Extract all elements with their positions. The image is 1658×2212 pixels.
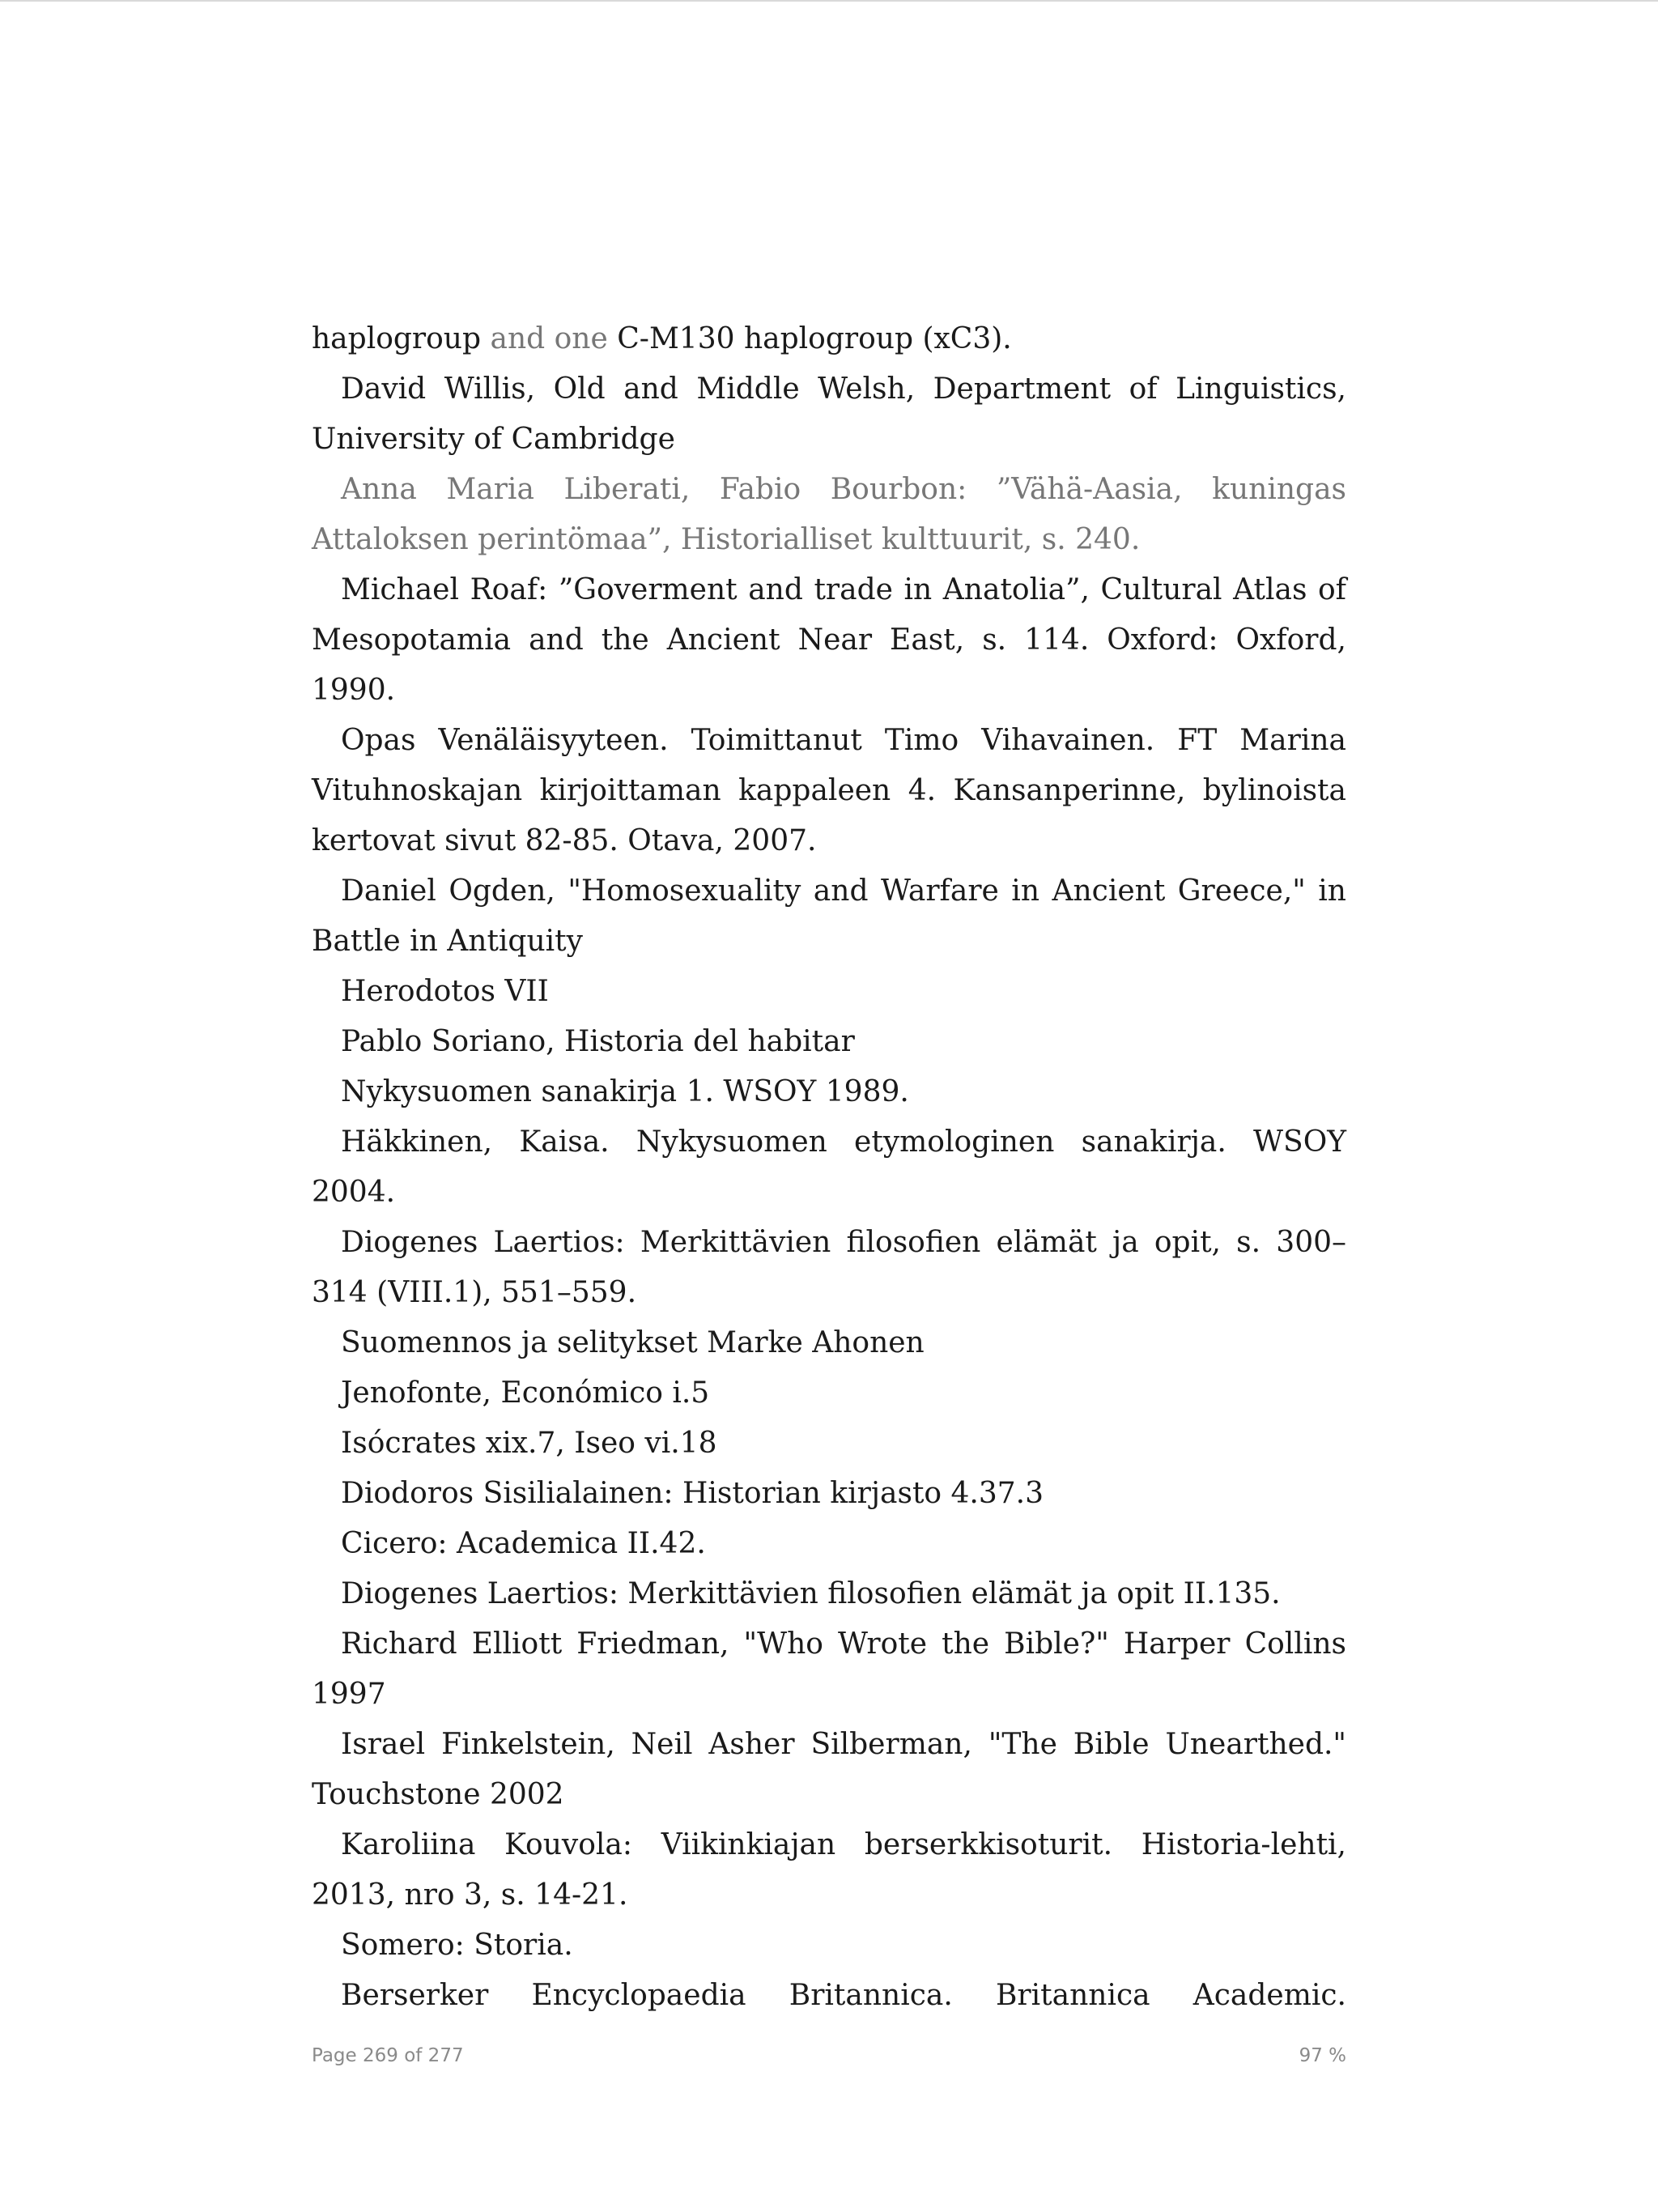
paragraph: David Willis, Old and Middle Welsh, Department of Linguistics, University of Cambridge bbox=[312, 372, 1346, 456]
paragraph: Daniel Ogden, "Homosexuality and Warfare in Ancient Greece," in Battle in Antiquity bbox=[312, 874, 1346, 958]
paragraph: haplogroup and one C-M130 haplogroup (xC3). bbox=[312, 322, 1012, 355]
paragraph: Jenofonte, Económico i.5 bbox=[341, 1376, 710, 1410]
paragraph: Häkkinen, Kaisa. Nykysuomen etymologinen sanakirja. WSOY 2004. bbox=[312, 1125, 1346, 1209]
paragraph: Cicero: Academica II.42. bbox=[341, 1527, 706, 1560]
top-divider bbox=[0, 0, 1658, 2]
paragraph: Michael Roaf: ”Goverment and trade in Anatolia”, Cultural Atlas of Mesopotamia and the Ancient Near East, s. 114. Oxford: Oxford, 1990. bbox=[312, 573, 1346, 707]
paragraph: Diogenes Laertios: Merkittävien filosofien elämät ja opit, s. 300–314 (VIII.1), 551–559. bbox=[312, 1226, 1346, 1309]
paragraph-highlighted: Anna Maria Liberati, Fabio Bourbon: ”Vähä-Aasia, kuningas Attaloksen perintömaa”, Historialliset kulttuurit, s. 240. bbox=[312, 473, 1346, 556]
paragraph: Suomennos ja selitykset Marke Ahonen bbox=[341, 1326, 925, 1359]
paragraph: Israel Finkelstein, Neil Asher Silberman, "The Bible Unearthed." Touchstone 2002 bbox=[312, 1728, 1346, 1811]
page-number-label: Page 269 of 277 bbox=[312, 2045, 464, 2066]
paragraph: Diogenes Laertios: Merkittävien filosofien elämät ja opit II.135. bbox=[341, 1577, 1281, 1610]
paragraph: Isócrates xix.7, Iseo vi.18 bbox=[341, 1427, 717, 1460]
paragraph: Berserker Encyclopaedia Britannica. Britannica Academic. bbox=[341, 1979, 1346, 2012]
reading-progress-label: 97 % bbox=[1299, 2045, 1346, 2066]
paragraph: Opas Venäläisyyteen. Toimittanut Timo Vihavainen. FT Marina Vituhnoskajan kirjoittaman kappaleen 4. Kansanperinne, bylinoista kertovat sivut 82-85. Otava, 2007. bbox=[312, 724, 1346, 857]
paragraph: Karoliina Kouvola: Viikinkiajan berserkkisoturit. Historia-lehti, 2013, nro 3, s. 14-21. bbox=[312, 1828, 1346, 1912]
paragraph: Herodotos VII bbox=[341, 975, 549, 1008]
paragraph: Diodoros Sisilialainen: Historian kirjasto 4.37.3 bbox=[341, 1477, 1044, 1510]
paragraph: Pablo Soriano, Historia del habitar bbox=[341, 1025, 855, 1058]
reading-page-text[interactable] bbox=[312, 314, 1346, 2021]
paragraph: Richard Elliott Friedman, "Who Wrote the Bible?" Harper Collins 1997 bbox=[312, 1627, 1346, 1711]
paragraph: Nykysuomen sanakirja 1. WSOY 1989. bbox=[341, 1075, 909, 1108]
paragraph: Somero: Storia. bbox=[341, 1929, 573, 1962]
